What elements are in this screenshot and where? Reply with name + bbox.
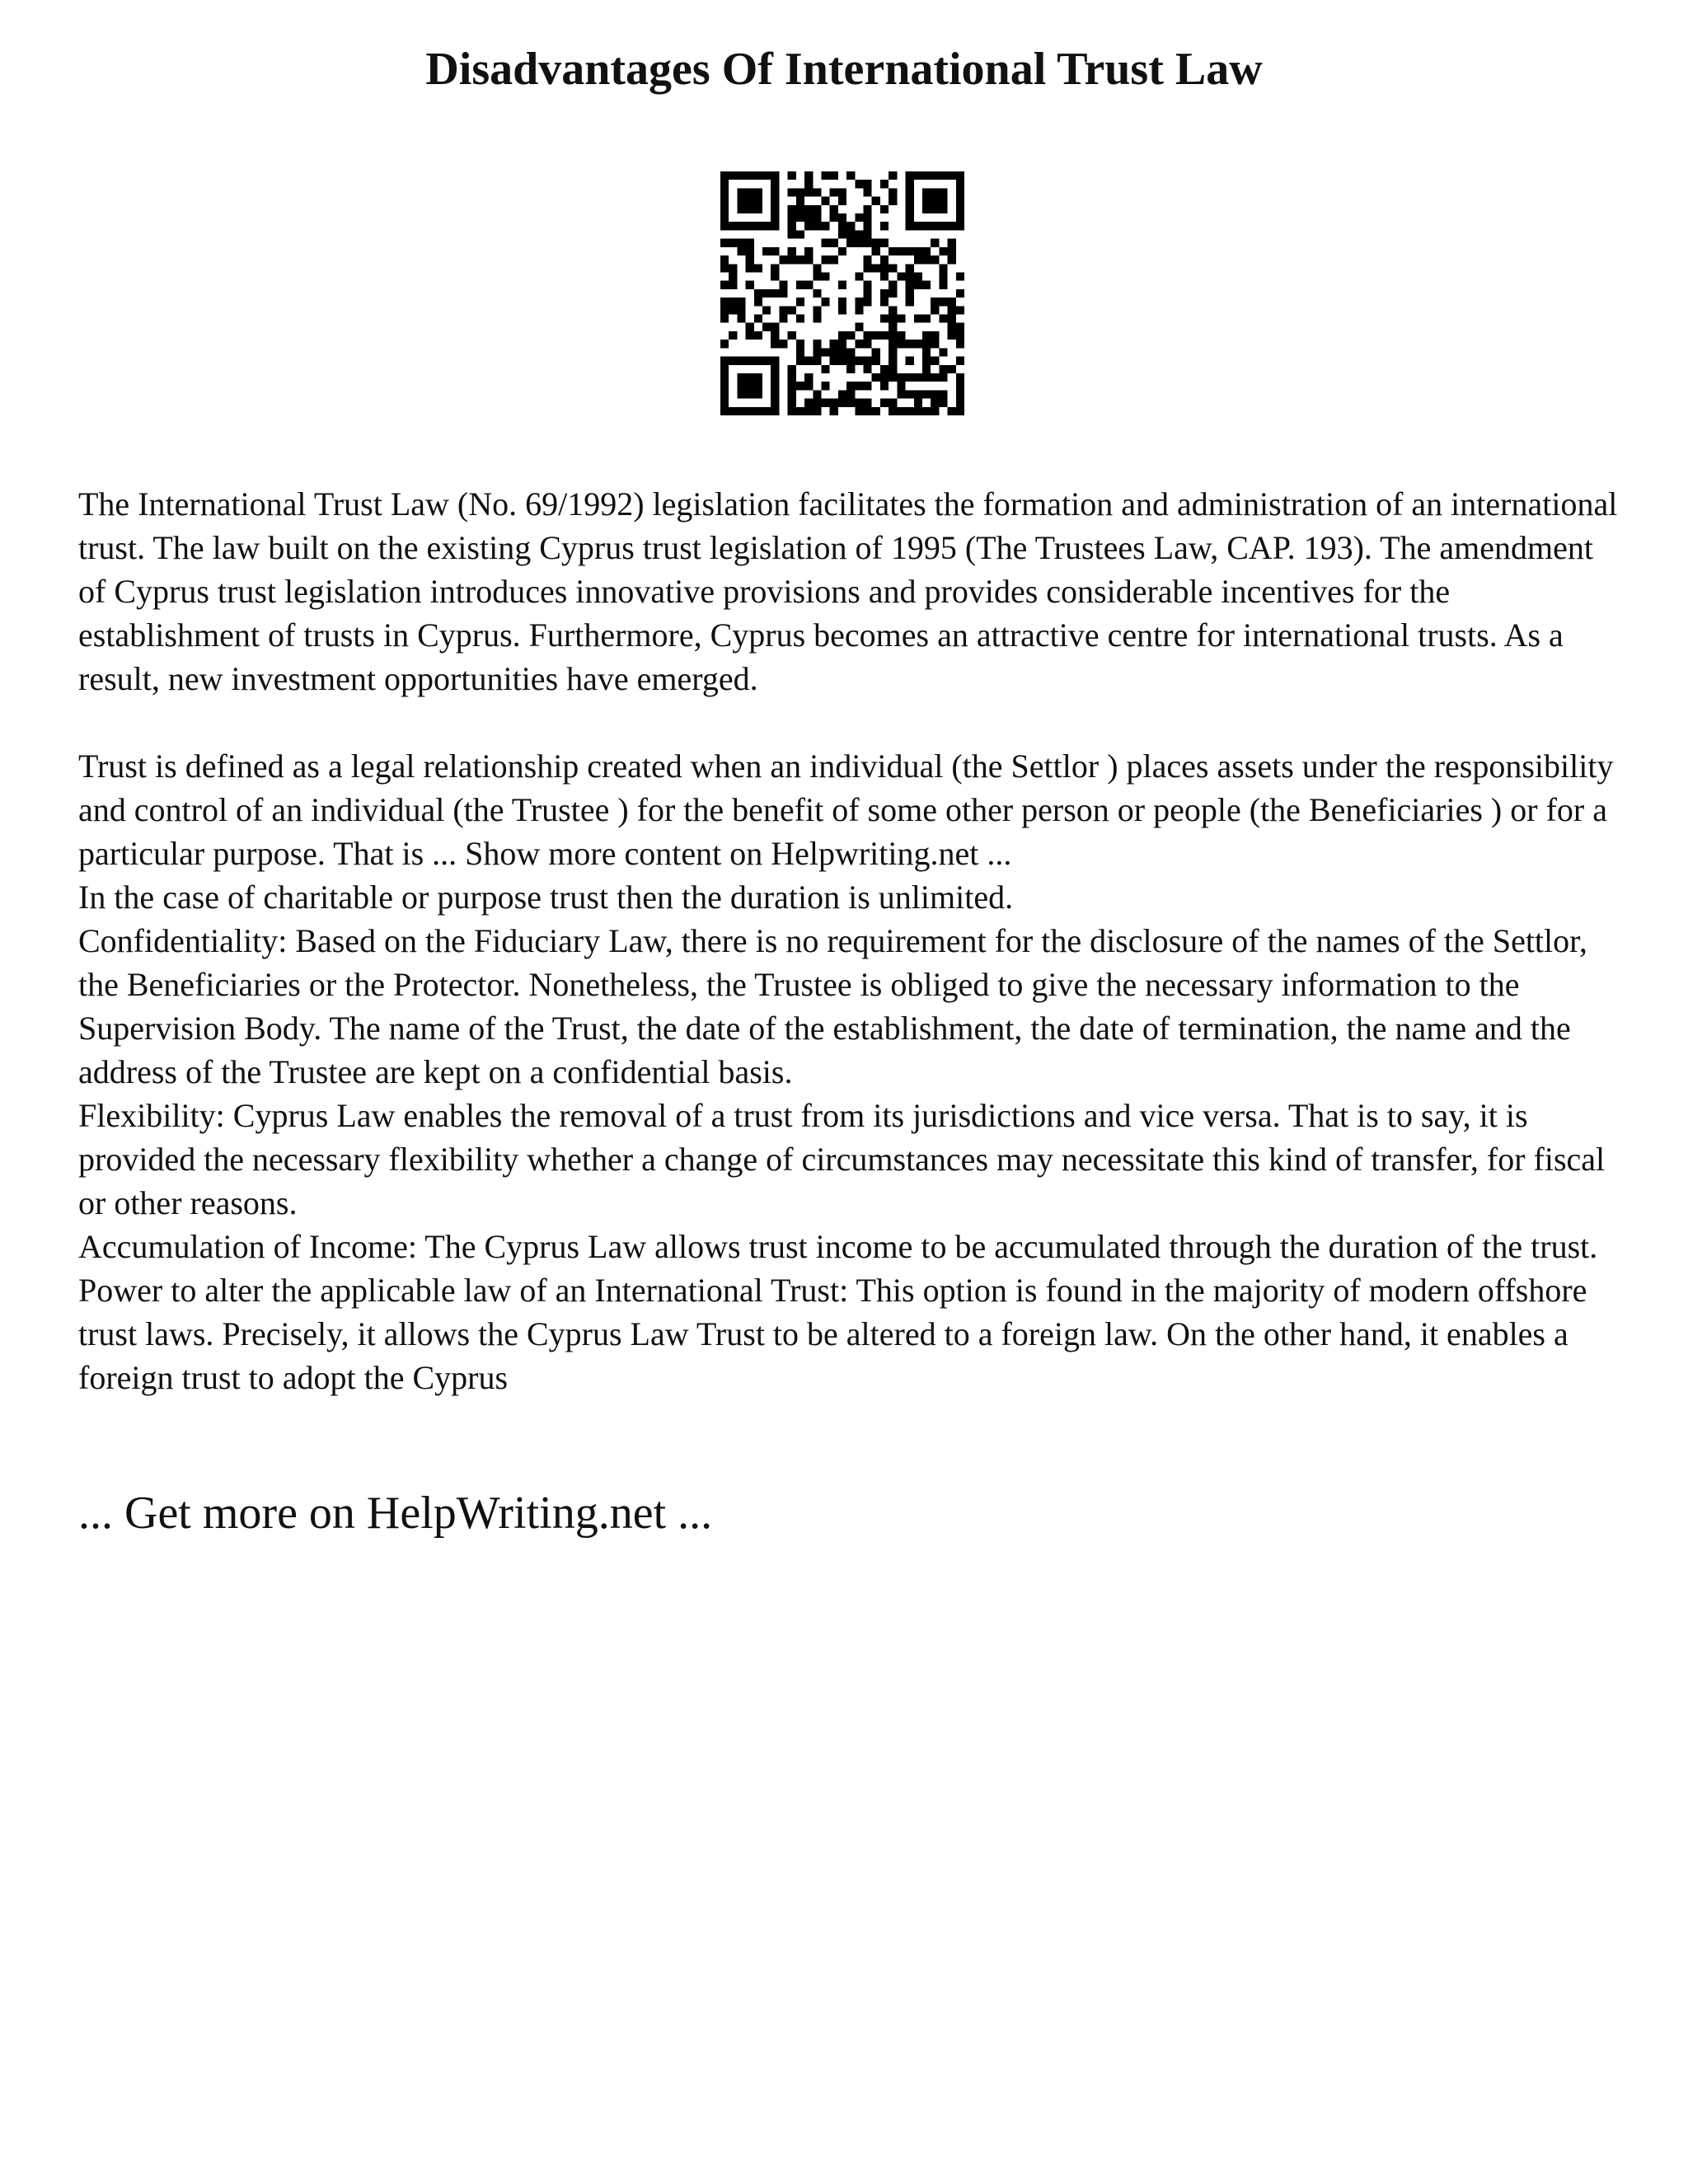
- article-body: [78, 482, 1628, 1399]
- confidentiality-paragraph: Confidentiality: Based on the Fiduciary Law, there is no requirement for the disclosure of the names of the Settlor, the Beneficiaries or the Protector. Nonetheless, the Trustee is obliged to give the necessary information to the Supervision Body. The name of the Trust, the date of the establishment, the date of termination, the name and the address of the Trustee are kept on a confidential basis.: [78, 922, 1587, 1090]
- trust-definition-paragraph: Trust is defined as a legal relationship created when an individual (the Settlor ) places assets under the responsibility and control of an individual (the Trustee ) for the benefit of some other person or people (the Beneficiaries ) or for a particular purpose. That is ... Show more content on Helpwriting.net ...: [78, 748, 1614, 872]
- duration-paragraph: In the case of charitable or purpose trust then the duration is unlimited.: [78, 879, 1014, 916]
- flexibility-paragraph: Flexibility: Cyprus Law enables the removal of a trust from its jurisdictions and vice versa. That is to say, it is provided the necessary flexibility whether a change of circumstances may necessitate this kind of transfer, for fiscal or other reasons.: [78, 1097, 1606, 1221]
- accumulation-paragraph: Accumulation of Income: The Cyprus Law allows trust income to be accumulated through the duration of the trust.: [78, 1228, 1598, 1265]
- applicable-law-paragraph: Power to alter the applicable law of an International Trust: This option is found in the majority of modern offshore trust laws. Precisely, it allows the Cyprus Law Trust to be altered to a foreign law. On the other hand, it enables a foreign trust to adopt the Cyprus: [78, 1272, 1587, 1396]
- page-title: Disadvantages Of International Trust Law: [425, 44, 1263, 95]
- qr-code-icon: [720, 171, 964, 415]
- get-more-link[interactable]: ... Get more on HelpWriting.net ...: [78, 1488, 713, 1539]
- intro-paragraph: The International Trust Law (No. 69/1992) legislation facilitates the formation and administration of an international trust. The law built on the existing Cyprus trust legislation of 1995 (The Trustees Law, CAP. 193). The amendment of Cyprus trust legislation introduces innovative provisions and provides considerable incentives for the establishment of trusts in Cyprus. Furthermore, Cyprus becomes an attractive centre for international trusts. As a result, new investment opportunities have emerged.: [78, 485, 1618, 697]
